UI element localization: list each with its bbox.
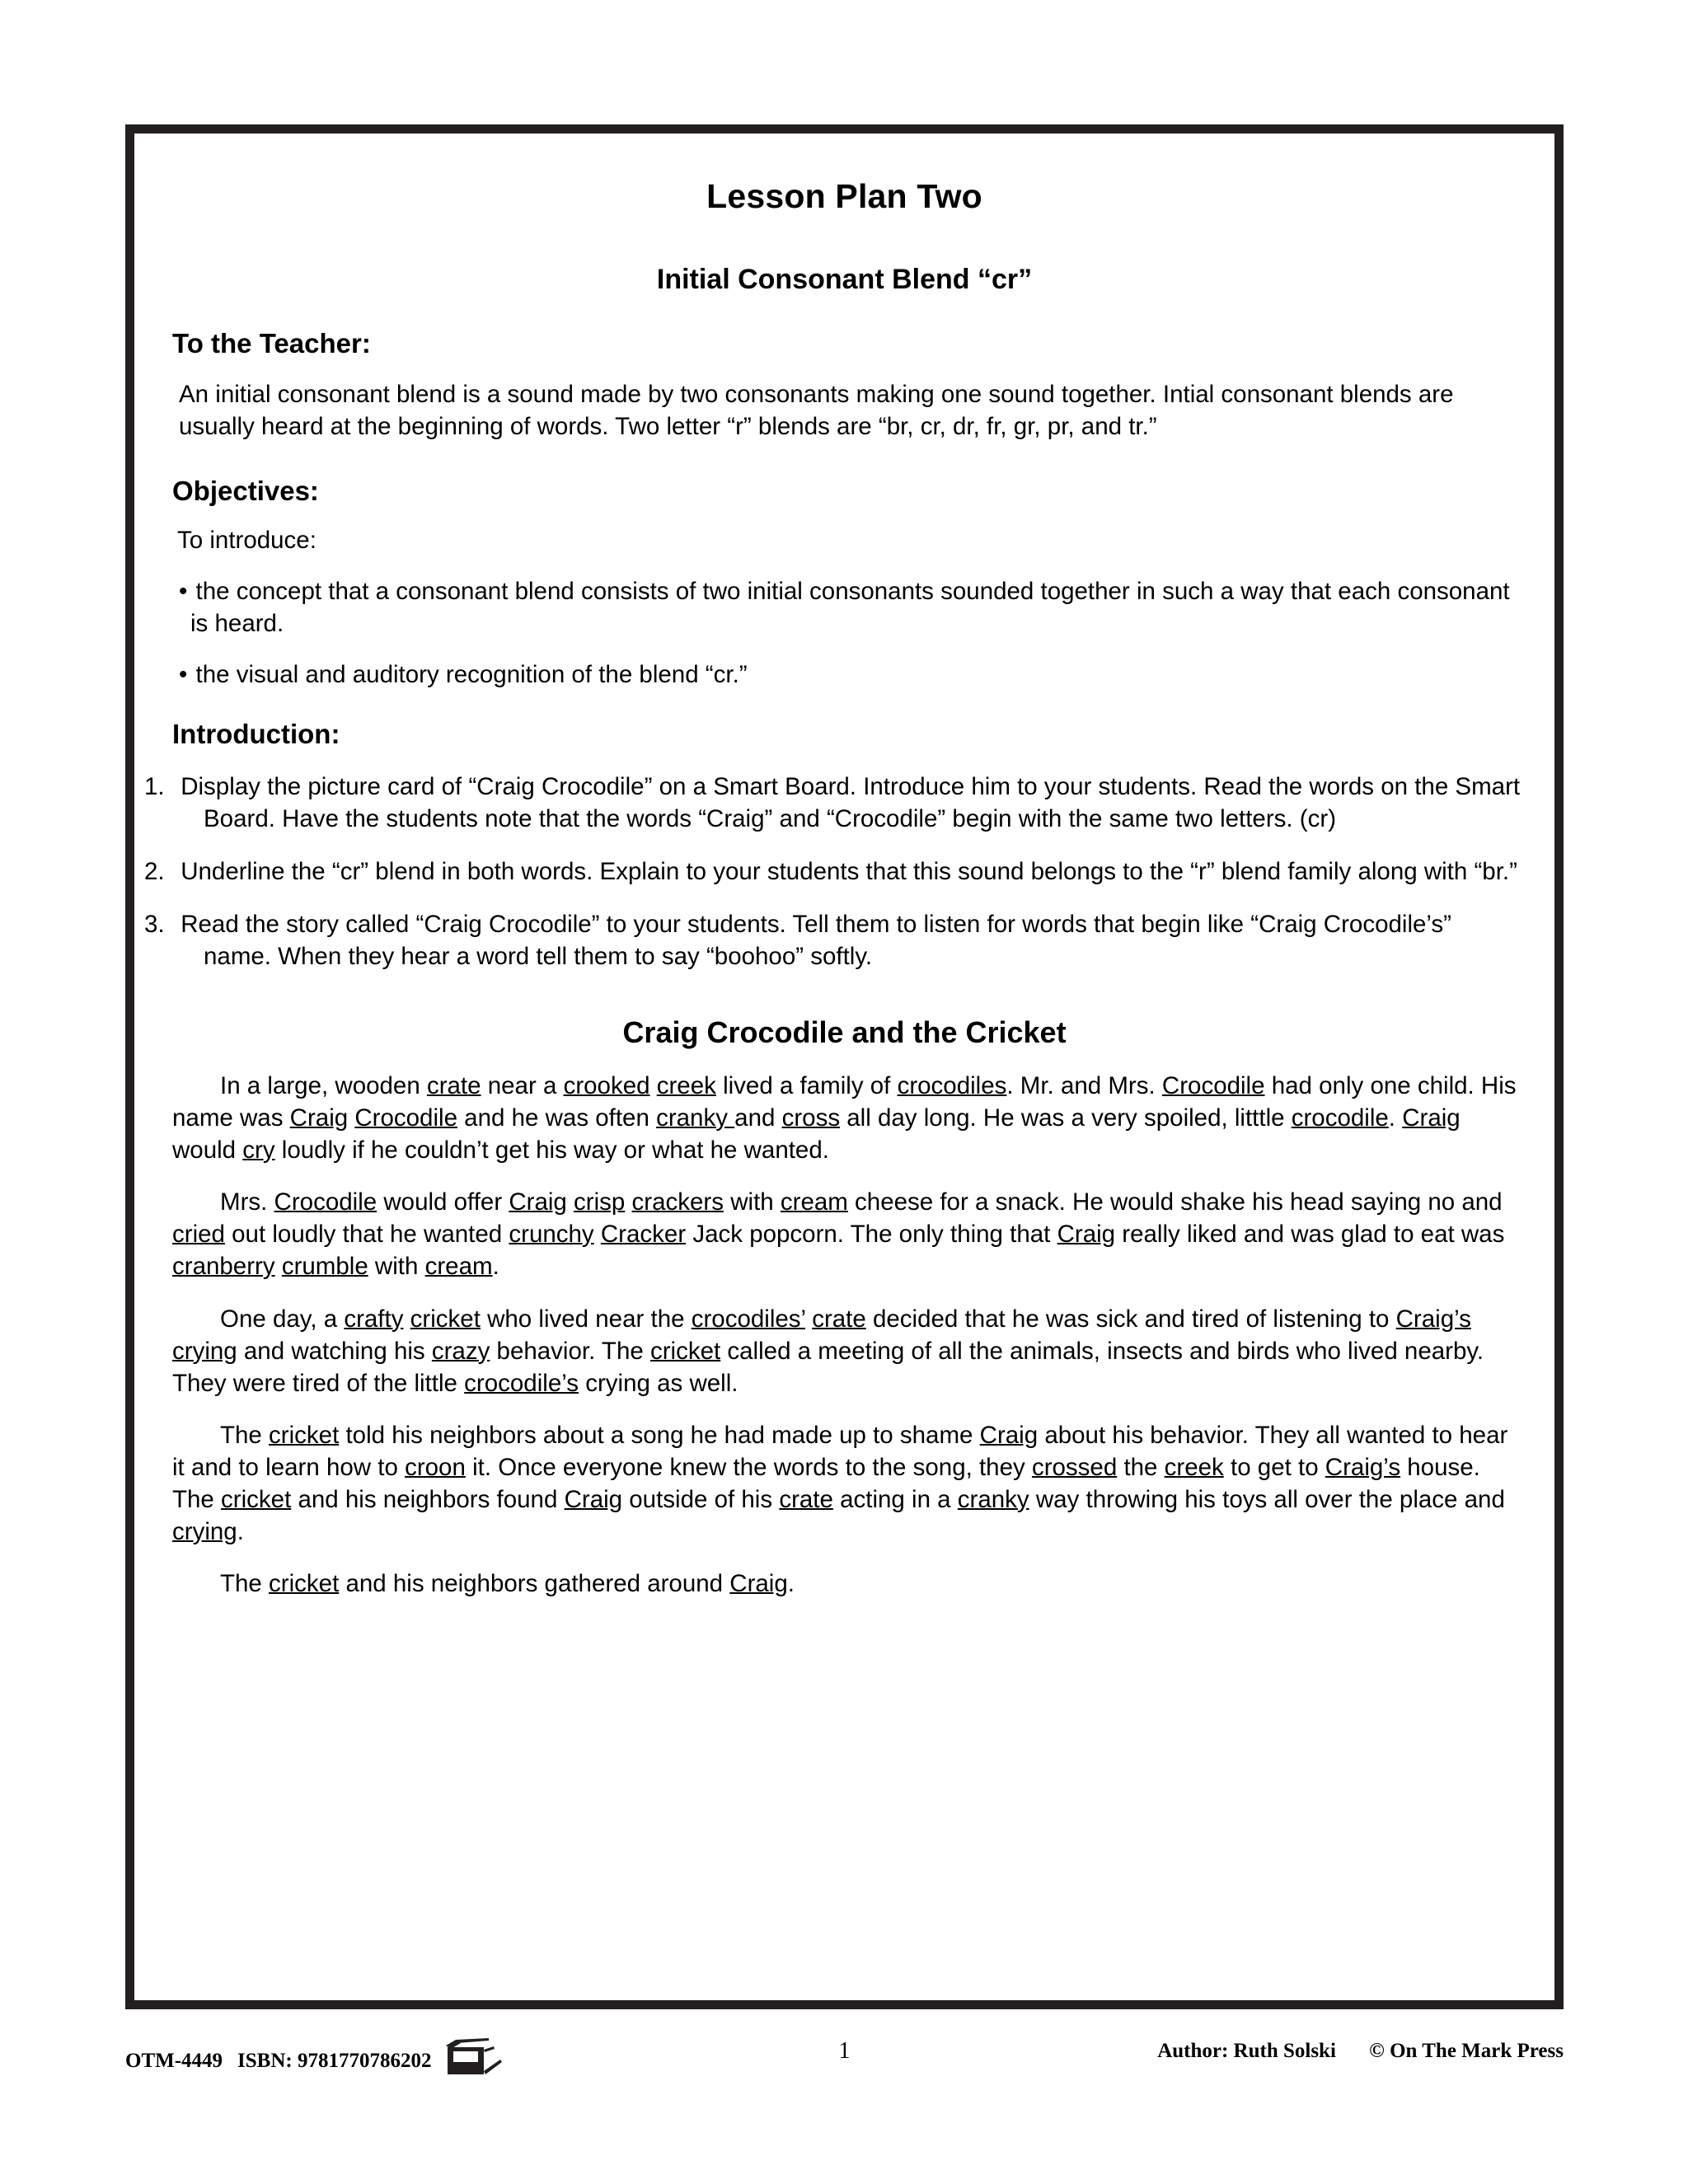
objective-bullet-1 — [166, 576, 1523, 640]
bullet-marker-icon: • — [179, 578, 190, 606]
to-the-teacher-body: An initial consonant blend is a sound made by two consonants making one sound together. Intial consonant blends are usually heard at the beginning of words. Two letter “r” blends are “br, cr, dr, fr, gr, pr, and tr.” — [179, 381, 1454, 440]
story-paragraph-3: One day, a crafty cricket who lived near the crocodiles’ crate decided that he was sick and tired of listening to Craig’s crying and watching his crazy behavior. The cricket called a meeting of all the animals, insects and birds who lived nearby. They were tired of the little crocodile’s crying as well. — [172, 1305, 1484, 1397]
introduction-step-2-text: Underline the “cr” blend in both words. Explain to your students that this sound belongs to the “r” blend family along with “br.” — [181, 858, 1517, 886]
footer-author: Author: Ruth Solski — [1157, 2040, 1336, 2062]
section-heading-objectives: Objectives: — [172, 476, 319, 507]
section-heading-to-the-teacher: To the Teacher: — [172, 328, 371, 359]
bullet-marker-icon: • — [179, 661, 190, 689]
introduction-step-3-text: Read the story called “Craig Crocodile” to your students. Tell them to listen for words that begin like “Craig Crocodile’s” name. When they hear a word tell them to say “boohoo” softly. — [181, 911, 1451, 970]
story-paragraph-5: The cricket and his neighbors gathered around Craig. — [220, 1570, 795, 1598]
page-title: Lesson Plan Two — [706, 177, 982, 215]
objective-bullet-1-text: the concept that a consonant blend consists of two initial consonants sounded together in such a way that each consonant is heard. — [190, 578, 1510, 637]
page-content — [134, 134, 1554, 2000]
footer-publisher: © On The Mark Press — [1369, 2040, 1564, 2062]
page-border-frame — [125, 124, 1564, 2009]
objective-bullet-2-text: the visual and auditory recognition of the blend “cr.” — [195, 661, 748, 689]
section-heading-introduction: Introduction: — [172, 719, 340, 750]
footer-right-group — [1157, 2040, 1564, 2063]
page-subtitle: Initial Consonant Blend “cr” — [656, 264, 1033, 296]
objective-bullet-2 — [166, 659, 1523, 691]
introduction-step-3: 3. Read the story called “Craig Crocodile” to your students. Tell them to listen for words that begin like “Craig Crocodile’s” name. When they hear a word tell them to say “boohoo” softly. — [144, 911, 1451, 970]
footer-product-code: OTM-4449 — [125, 2050, 223, 2072]
introduction-step-1-text: Display the picture card of “Craig Crocodile” on a Smart Board. Introduce him to your students. Read the words on the Smart Board. Have the students note that the words “Craig” and “Crocodile” begin with the same two letters. (cr) — [181, 773, 1521, 832]
page-footer — [125, 2035, 1564, 2084]
introduction-step-1: 1. Display the picture card of “Craig Crocodile” on a Smart Board. Introduce him to your students. Read the words on the Smart Board. Have the students note that the words “Craig” and “Crocodile” begin with the same two letters. (cr) — [144, 773, 1521, 832]
story-title: Craig Crocodile and the Cricket — [622, 1015, 1067, 1050]
objectives-lead: To introduce: — [177, 527, 316, 555]
story-paragraph-4: The cricket told his neighbors about a song he had made up to shame Craig about his behavior. They all wanted to hear it and to learn how to croon it. Once everyone knew the words to the song, they crossed the creek to get to Craig’s house. The cricket and his neighbors found Craig outside of his crate acting in a cranky way throwing his toys all over the place and crying. — [172, 1421, 1508, 1546]
story-paragraph-2: Mrs. Crocodile would offer Craig crisp crackers with cream cheese for a snack. He would shake his head saying no and cried out loudly that he wanted crunchy Cracker Jack popcorn. The only thing that Craig really liked and was glad to eat was cranberry crumble with cream. — [172, 1188, 1505, 1281]
footer-page-number: 1 — [838, 2038, 851, 2064]
story-paragraph-1: In a large, wooden crate near a crooked creek lived a family of crocodiles. Mr. and Mrs. Crocodile had only one child. His name was Craig Crocodile and he was often cranky and cross all day long. He was a very spoiled, litttle crocodile. Craig would cry loudly if he couldn’t get his way or what he wanted. — [172, 1072, 1517, 1165]
introduction-step-2: 2. Underline the “cr” blend in both words. Explain to your students that this sound belongs to the “r” blend family along with “br.” — [144, 858, 1517, 886]
footer-isbn: ISBN: 9781770786202 — [237, 2050, 432, 2072]
